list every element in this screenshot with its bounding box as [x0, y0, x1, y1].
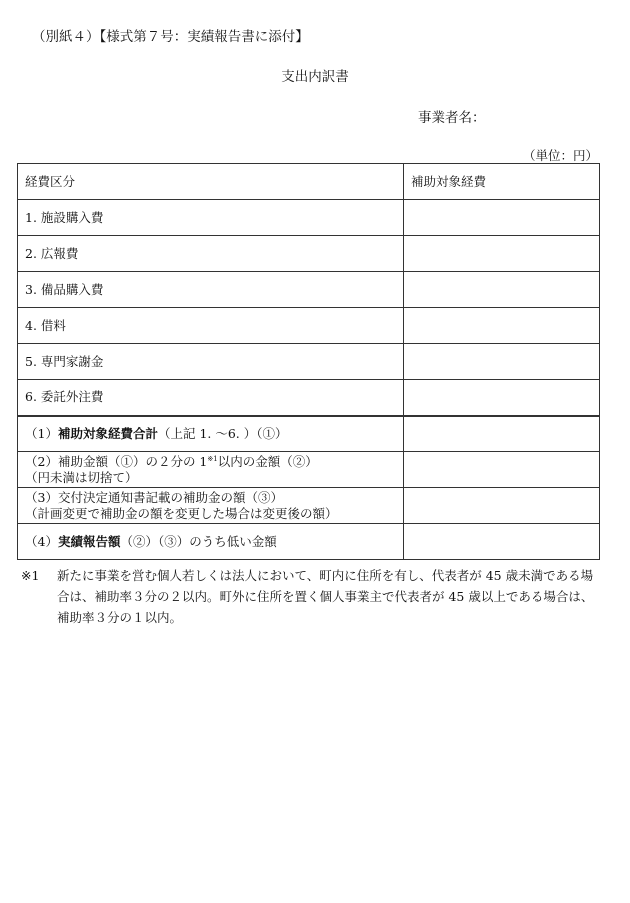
header-note: （別紙４）【様式第７号：実績報告書に添付】: [32, 29, 309, 45]
expense-label: 2. 広報費: [18, 236, 404, 272]
expense-amount-cell[interactable]: [404, 308, 600, 344]
expense-label: 5. 専門家謝金: [18, 344, 404, 380]
table-row: [18, 380, 600, 416]
summary-note: （円未満は切捨て）: [25, 469, 138, 485]
table-row: [18, 200, 600, 236]
summary-text: 補助金額（①）の２分の 1: [57, 453, 208, 469]
summary-amount-cell[interactable]: [404, 488, 600, 524]
summary-amount-cell[interactable]: [404, 524, 600, 560]
summary-prefix: （3）: [25, 489, 58, 505]
expense-amount-cell[interactable]: [404, 344, 600, 380]
summary-text: 交付決定通知書記載の補助金の額（③）: [57, 489, 283, 505]
expense-amount-cell[interactable]: [404, 236, 600, 272]
summary-label: [18, 524, 404, 560]
expense-label: 3. 備品購入費: [18, 272, 404, 308]
summary-label: [18, 452, 404, 488]
summary-bold-label: 実績報告額: [57, 533, 121, 549]
summary-label: [18, 488, 404, 524]
table-row: [18, 236, 600, 272]
expense-label: 1. 施設購入費: [18, 200, 404, 236]
unit-label: （単位：円）: [522, 148, 598, 163]
expense-amount-cell[interactable]: [404, 200, 600, 236]
expense-label: 6. 委託外注費: [18, 380, 404, 416]
table-row: [18, 272, 600, 308]
summary-row-total: [18, 416, 600, 452]
summary-rest: （上記 1. ～6. ）（①）: [157, 425, 288, 441]
expense-table: [17, 163, 600, 560]
operator-name-label: 事業者名：: [418, 110, 486, 126]
summary-row-subsidy: [18, 452, 600, 488]
table-row: [18, 344, 600, 380]
summary-note: （計画変更で補助金の額を変更した場合は変更後の額）: [25, 505, 338, 521]
footnote: [21, 565, 601, 628]
summary-text: 以内の金額（②）: [217, 453, 318, 469]
summary-prefix: （2）: [25, 453, 58, 469]
summary-label: [18, 416, 404, 452]
summary-row-report-amount: [18, 524, 600, 560]
footnote-mark: ※1: [21, 568, 40, 583]
summary-prefix: （1）: [25, 425, 58, 441]
summary-amount-cell[interactable]: [404, 452, 600, 488]
header-expense-category: 経費区分: [18, 164, 404, 200]
expense-amount-cell[interactable]: [404, 380, 600, 416]
table-row: [18, 308, 600, 344]
table-header-row: [18, 164, 600, 200]
header-eligible-expense: 補助対象経費: [404, 164, 600, 200]
summary-bold-label: 補助対象経費合計: [57, 425, 158, 441]
summary-row-grant-decision: [18, 488, 600, 524]
footnote-reference: ※1: [207, 454, 218, 463]
expense-amount-cell[interactable]: [404, 272, 600, 308]
summary-rest: （②）（③）のうち低い金額: [120, 533, 277, 549]
footnote-text: 新たに事業を営む個人若しくは法人において、町内に住所を有し、代表者が 45 歳未満である場合は、補助率３分の２以内。町外に住所を置く個人事業主で代表者が 45 歳以上である場合は、補助率３分の１以内。: [57, 568, 594, 625]
expense-label: 4. 借料: [18, 308, 404, 344]
page-title: 支出内訳書: [281, 69, 349, 85]
summary-amount-cell[interactable]: [404, 416, 600, 452]
summary-prefix: （4）: [25, 533, 58, 549]
